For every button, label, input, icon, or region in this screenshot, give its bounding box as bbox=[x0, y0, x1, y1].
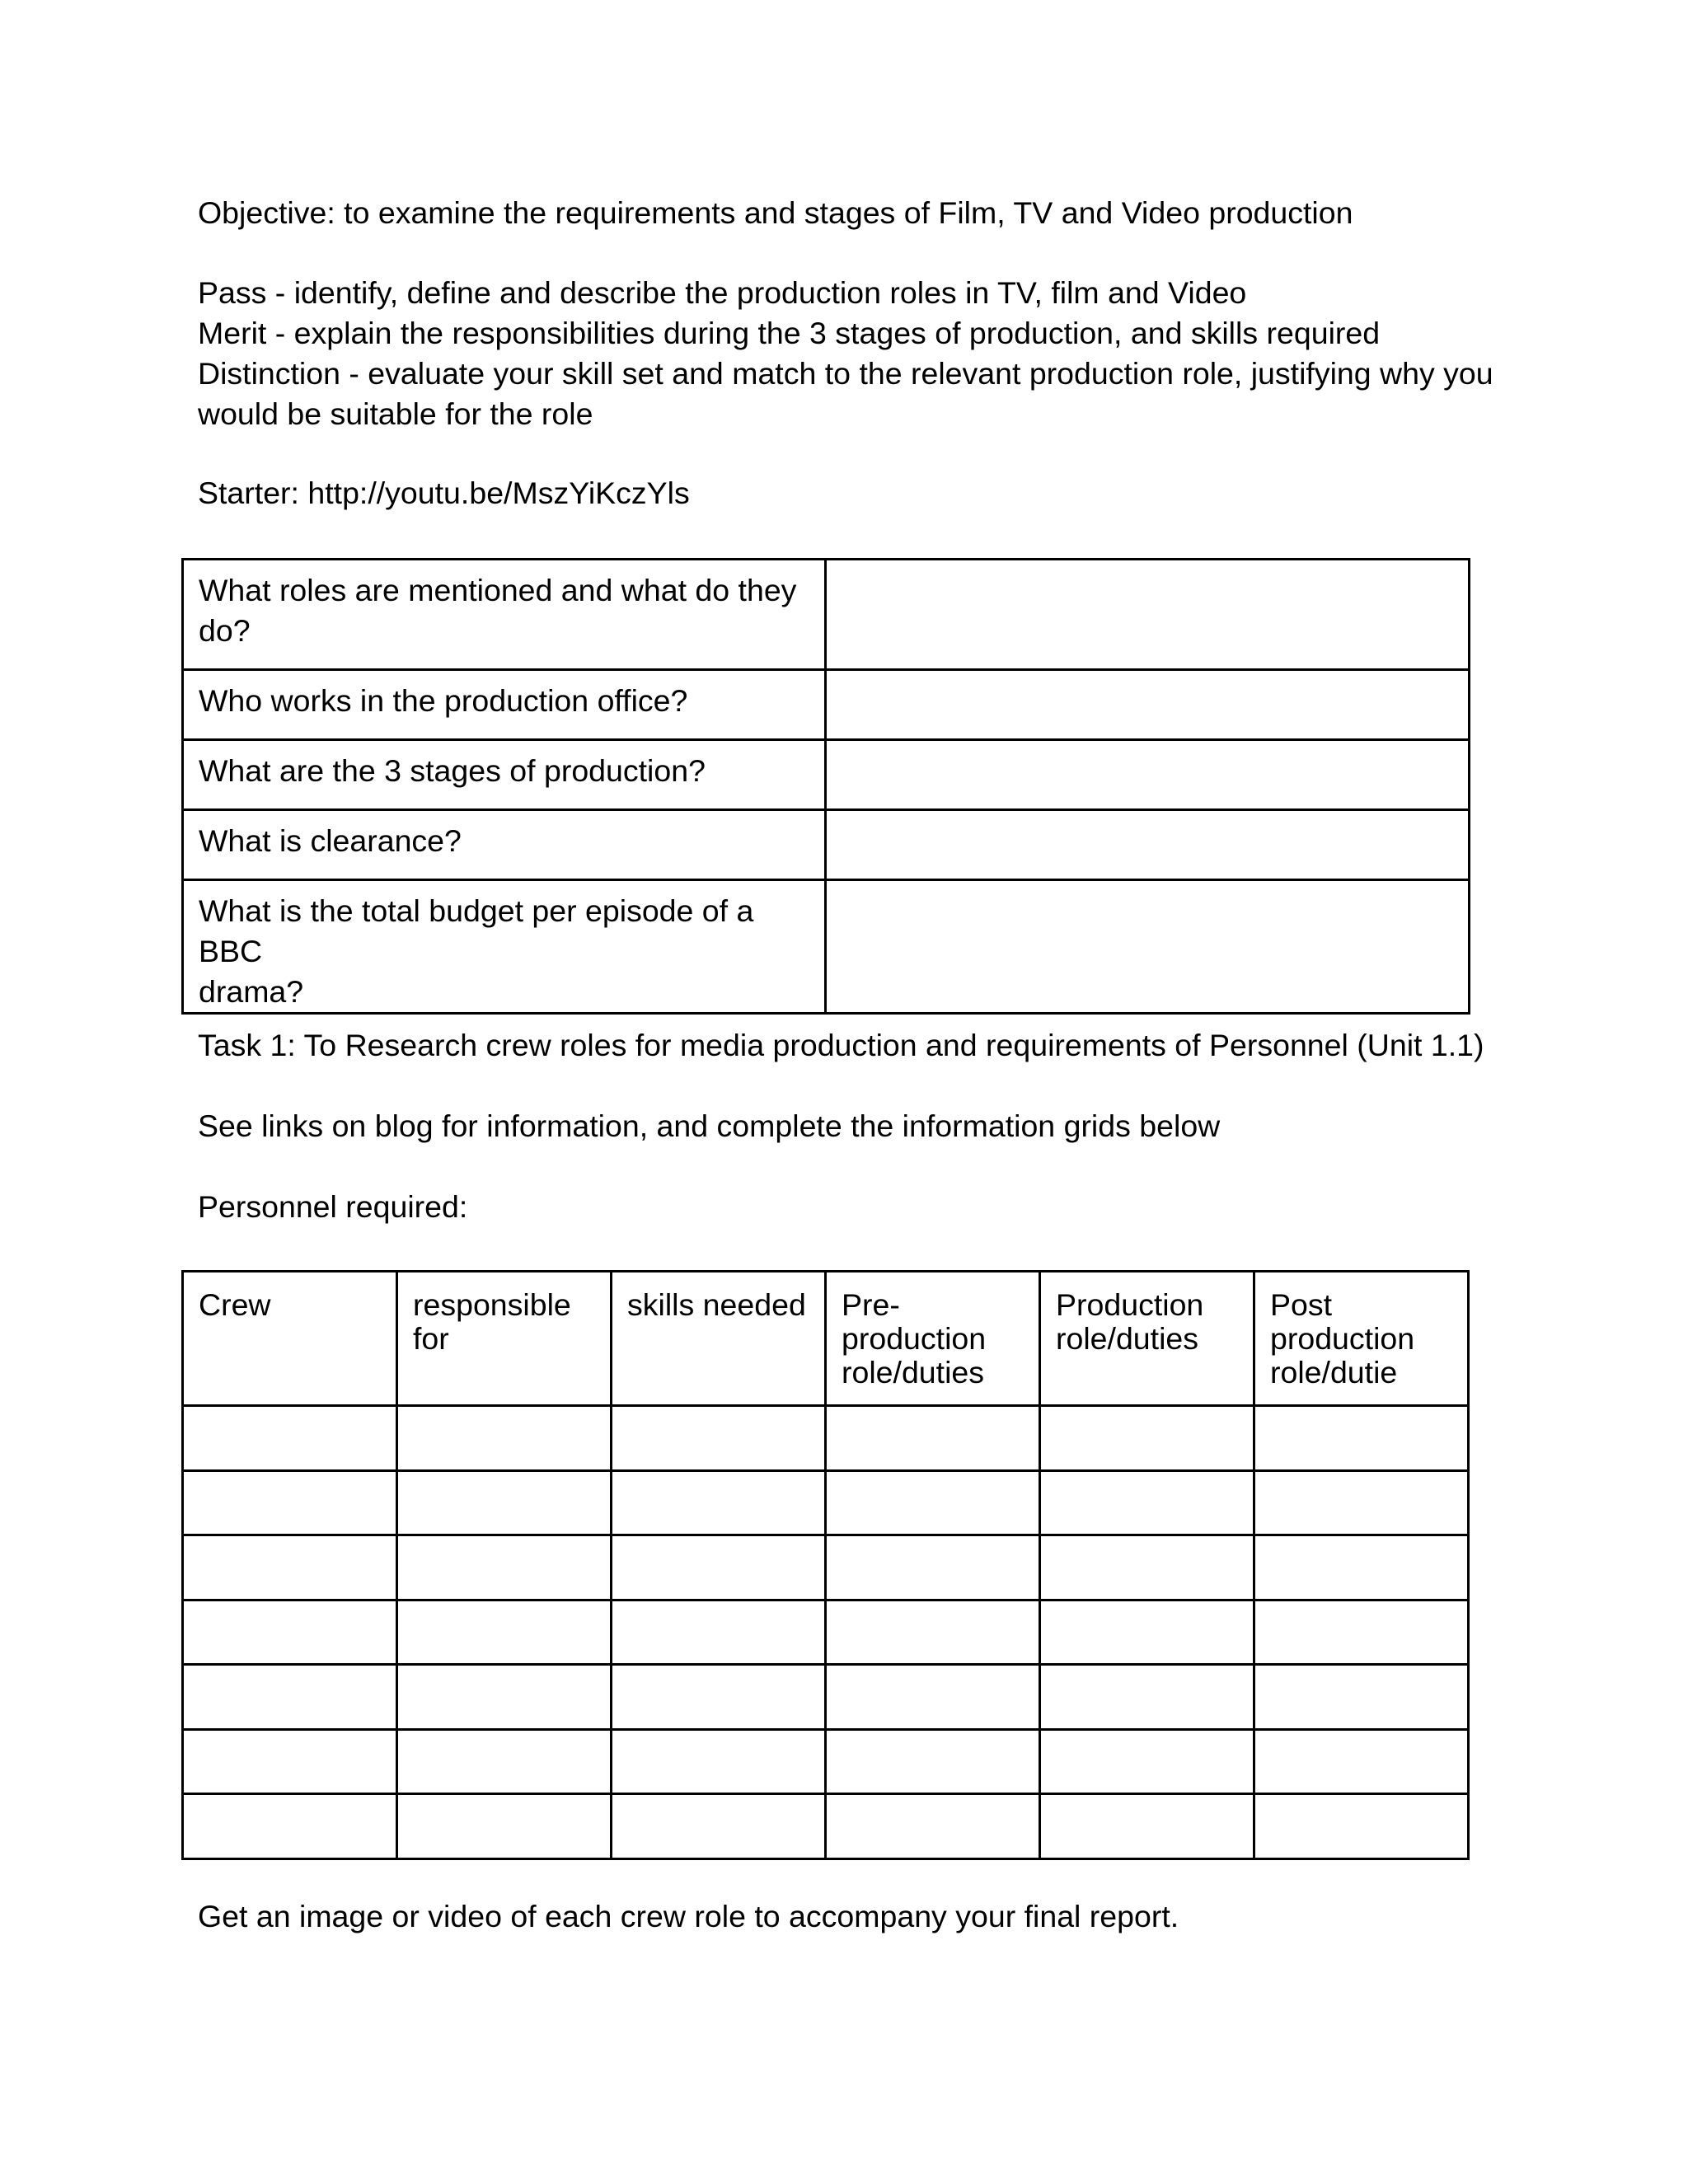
question-cell: What is clearance? bbox=[183, 810, 826, 880]
answer-cell[interactable] bbox=[826, 560, 1470, 670]
header-crew: Crew bbox=[183, 1272, 397, 1406]
table-row bbox=[183, 670, 1470, 740]
crew-entry-cell[interactable] bbox=[397, 1535, 612, 1601]
question-cell: What are the 3 stages of production? bbox=[183, 740, 826, 810]
crew-entry-cell[interactable] bbox=[1254, 1665, 1469, 1730]
table-row bbox=[183, 810, 1470, 880]
crew-entry-cell[interactable] bbox=[1254, 1794, 1469, 1859]
crew-entry-cell[interactable] bbox=[826, 1535, 1040, 1601]
header-pre-production: Pre- production role/duties bbox=[826, 1272, 1040, 1406]
footer-note: Get an image or video of each crew role to accompany your final report. bbox=[198, 1899, 1179, 1933]
crew-entry-cell[interactable] bbox=[183, 1729, 397, 1794]
table-row bbox=[183, 560, 1470, 670]
crew-table-body bbox=[183, 1406, 1469, 1859]
table-row bbox=[183, 740, 1470, 810]
crew-entry-cell[interactable] bbox=[1254, 1406, 1469, 1471]
crew-entry-cell[interactable] bbox=[1040, 1470, 1254, 1535]
table-row bbox=[183, 1729, 1469, 1794]
starter-questions-table bbox=[181, 558, 1470, 1015]
crew-entry-cell[interactable] bbox=[826, 1729, 1040, 1794]
table-row bbox=[183, 1535, 1469, 1601]
crew-entry-cell[interactable] bbox=[183, 1406, 397, 1471]
answer-cell[interactable] bbox=[826, 740, 1470, 810]
crew-entry-cell[interactable] bbox=[1040, 1600, 1254, 1665]
table-row bbox=[183, 1665, 1469, 1730]
crew-entry-cell[interactable] bbox=[1254, 1535, 1469, 1601]
table-row bbox=[183, 1406, 1469, 1471]
task1-heading: Task 1: To Research crew roles for media production and requirements of Personnel (Unit 1.1) bbox=[198, 1028, 1484, 1062]
crew-entry-cell[interactable] bbox=[1040, 1665, 1254, 1730]
distinction-criterion: Distinction - evaluate your skill set and match to the relevant production role, justifying why you bbox=[198, 356, 1493, 391]
personnel-label: Personnel required: bbox=[198, 1189, 468, 1224]
crew-entry-cell[interactable] bbox=[1040, 1406, 1254, 1471]
crew-entry-cell[interactable] bbox=[826, 1470, 1040, 1535]
crew-entry-cell[interactable] bbox=[826, 1600, 1040, 1665]
distinction-criterion-cont: would be suitable for the role bbox=[198, 396, 593, 431]
question-cell: What is the total budget per episode of a BBC drama? bbox=[183, 880, 826, 1014]
crew-entry-cell[interactable] bbox=[826, 1406, 1040, 1471]
grading-criteria bbox=[198, 273, 1493, 434]
answer-cell[interactable] bbox=[826, 670, 1470, 740]
header-skills-needed: skills needed bbox=[612, 1272, 826, 1406]
crew-entry-cell[interactable] bbox=[183, 1600, 397, 1665]
pass-criterion: Pass - identify, define and describe the production roles in TV, film and Video bbox=[198, 275, 1247, 310]
crew-entry-cell[interactable] bbox=[1254, 1470, 1469, 1535]
crew-entry-cell[interactable] bbox=[826, 1794, 1040, 1859]
crew-entry-cell[interactable] bbox=[183, 1535, 397, 1601]
starter-link[interactable]: Starter: http://youtu.be/MszYiKczYls bbox=[198, 476, 690, 510]
crew-entry-cell[interactable] bbox=[397, 1794, 612, 1859]
crew-roles-table bbox=[181, 1270, 1470, 1860]
crew-entry-cell[interactable] bbox=[612, 1600, 826, 1665]
question-cell: Who works in the production office? bbox=[183, 670, 826, 740]
objective-text: Objective: to examine the requirements and stages of Film, TV and Video production bbox=[198, 195, 1353, 230]
crew-entry-cell[interactable] bbox=[1254, 1600, 1469, 1665]
crew-entry-cell[interactable] bbox=[826, 1665, 1040, 1730]
crew-entry-cell[interactable] bbox=[612, 1470, 826, 1535]
crew-entry-cell[interactable] bbox=[612, 1535, 826, 1601]
crew-entry-cell[interactable] bbox=[397, 1406, 612, 1471]
links-note: See links on blog for information, and complete the information grids below bbox=[198, 1108, 1221, 1143]
table-row bbox=[183, 880, 1470, 1014]
table-row bbox=[183, 1794, 1469, 1859]
answer-cell[interactable] bbox=[826, 810, 1470, 880]
crew-entry-cell[interactable] bbox=[183, 1665, 397, 1730]
crew-entry-cell[interactable] bbox=[1040, 1729, 1254, 1794]
answer-cell[interactable] bbox=[826, 880, 1470, 1014]
crew-entry-cell[interactable] bbox=[1254, 1729, 1469, 1794]
crew-entry-cell[interactable] bbox=[183, 1794, 397, 1859]
crew-entry-cell[interactable] bbox=[397, 1729, 612, 1794]
table-row bbox=[183, 1470, 1469, 1535]
crew-entry-cell[interactable] bbox=[612, 1665, 826, 1730]
crew-entry-cell[interactable] bbox=[612, 1729, 826, 1794]
crew-entry-cell[interactable] bbox=[183, 1470, 397, 1535]
crew-entry-cell[interactable] bbox=[1040, 1794, 1254, 1859]
crew-entry-cell[interactable] bbox=[397, 1665, 612, 1730]
table-row bbox=[183, 1600, 1469, 1665]
crew-entry-cell[interactable] bbox=[397, 1600, 612, 1665]
crew-entry-cell[interactable] bbox=[612, 1406, 826, 1471]
crew-entry-cell[interactable] bbox=[1040, 1535, 1254, 1601]
header-post-production: Post production role/dutie bbox=[1254, 1272, 1469, 1406]
crew-entry-cell[interactable] bbox=[397, 1470, 612, 1535]
header-production: Production role/duties bbox=[1040, 1272, 1254, 1406]
header-row bbox=[183, 1272, 1469, 1406]
crew-entry-cell[interactable] bbox=[612, 1794, 826, 1859]
question-cell: What roles are mentioned and what do they do? bbox=[183, 560, 826, 670]
merit-criterion: Merit - explain the responsibilities during the 3 stages of production, and skills required bbox=[198, 316, 1381, 350]
header-responsible-for: responsible for bbox=[397, 1272, 612, 1406]
